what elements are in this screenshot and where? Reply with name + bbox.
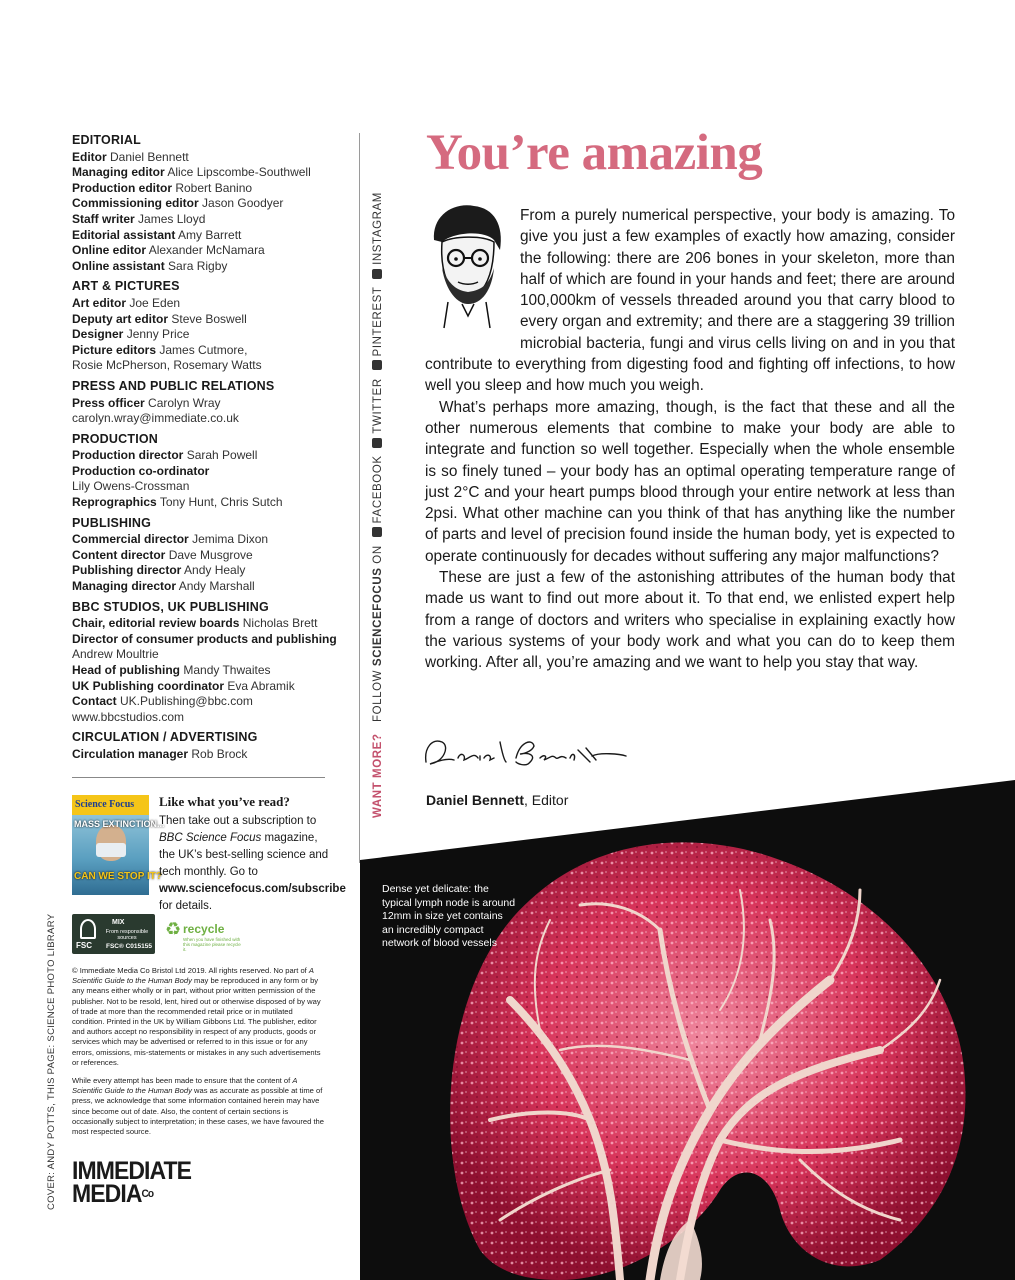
masthead-section [72, 432, 332, 511]
credit-name: Jason Goodyer [202, 196, 284, 211]
credit-role: Publishing director [72, 563, 182, 578]
credit-role: Production co-ordinator [72, 463, 210, 478]
credit-role: Deputy art editor [72, 311, 169, 326]
promo-title: Like what you’ve read? [159, 794, 290, 809]
credit-role: Staff writer [72, 211, 135, 226]
masthead-credit [72, 181, 332, 197]
promo-body-text: magazine, the UK’s best-selling science and tech monthly. Go to [159, 832, 329, 878]
promo-magazine-name: BBC Science Focus [159, 832, 262, 844]
credit-role: Contact [72, 694, 117, 709]
promo-body-text: Then take out a subscription to [159, 815, 317, 827]
social-handle[interactable]: SCIENCEFOCUS [372, 567, 384, 667]
editorial-title: You’re amazing [426, 125, 763, 181]
legal-title: A Scientific Guide to the Human Body [72, 1076, 298, 1096]
publisher-co: Co [141, 1188, 154, 1200]
masthead-section [72, 379, 332, 427]
credit-role: Managing editor [72, 165, 165, 180]
masthead-credit [72, 464, 332, 480]
legal-text: While every attempt has been made to ensure that the content of [72, 1076, 293, 1086]
credit-name: Alexander McNamara [148, 243, 265, 258]
masthead-credit [72, 710, 332, 726]
credit-name: Daniel Bennett [110, 149, 189, 164]
subscription-promo [159, 793, 346, 915]
credit-name: Andrew Moultrie [72, 647, 159, 662]
credit-name: Nicholas Brett [242, 616, 318, 631]
legal-text: was as accurate as possible at time of press, we acknowledge that some information contained herein may have since become out of date. Also, the content of certain sections is occasionally subject to interpretation; in these cases, we have favoured the most respected source. [72, 1086, 325, 1137]
masthead-credit [72, 243, 332, 259]
masthead-heading: BBC STUDIOS, UK PUBLISHING [72, 599, 269, 614]
credit-role: Managing director [72, 579, 177, 594]
twitter-link[interactable]: TWITTER [372, 378, 384, 434]
credit-name: James Lloyd [138, 211, 206, 226]
legal-text: © Immediate Media Co Bristol Ltd 2019. All rights reserved. No part of [72, 966, 309, 975]
credit-name: Jemima Dixon [192, 532, 269, 547]
credit-name: Jenny Price [126, 327, 190, 342]
copyright-paragraph [72, 966, 327, 1068]
fsc-tree-icon [80, 919, 96, 939]
masthead-credit [72, 259, 332, 275]
cover-brand: Science Focus [75, 799, 135, 810]
credit-role: UK Publishing coordinator [72, 678, 224, 693]
credit-role: Commercial director [72, 532, 189, 547]
credit-name: Joe Eden [129, 295, 181, 310]
credit-name: Sarah Powell [186, 448, 258, 463]
credit-role: Online editor [72, 243, 147, 258]
masthead [72, 133, 337, 768]
credit-role: Picture editors [72, 342, 157, 357]
masthead-heading: CIRCULATION / ADVERTISING [72, 730, 258, 745]
masthead-credit [72, 296, 332, 312]
cover-headline-bottom: CAN WE STOP IT? [74, 871, 162, 882]
credit-name: Rosie McPherson, Rosemary Watts [72, 358, 262, 373]
editorial-paragraph-text: From a purely numerical perspective, your body is amazing. To give you just a few examples of exactly how amazing, consider the following: there are 206 bones in your skeleton, more than half of which are found in your hands and feet; there are around 100,000km of vessels threaded around you that carry blood to every organ and extremity; and there are a staggering 39 trillion microbial bacteria, fungi and virus cells living on and in you that contribute to everything from digesting food and fighting off infections, to how well you sleep and how much you weigh. [425, 207, 955, 395]
column-rule [359, 133, 360, 863]
masthead-credit [72, 165, 332, 181]
credit-role: Chair, editorial review boards [72, 616, 240, 631]
credit-contact-link[interactable]: carolyn.wray@immediate.co.uk [72, 411, 239, 426]
masthead-credit [72, 358, 332, 374]
facebook-link[interactable]: FACEBOOK [372, 455, 384, 524]
byline-role: , Editor [524, 792, 569, 808]
masthead-credit [72, 616, 332, 632]
masthead-section [72, 516, 332, 595]
masthead-credit [72, 694, 332, 710]
masthead-credit [72, 548, 332, 564]
credit-role: Head of publishing [72, 663, 180, 677]
masthead-credit [72, 579, 332, 595]
cover-mask [96, 843, 126, 857]
fsc-mix-label: MIX [112, 919, 125, 926]
recycle-icon: ♻ [165, 919, 182, 939]
fsc-mark: FSC [76, 941, 92, 950]
cover-headline-top: MASS EXTINCTION... [74, 819, 165, 829]
promo-subscribe-link[interactable]: www.sciencefocus.com/subscribe [159, 883, 346, 895]
credit-name: Amy Barrett [178, 227, 242, 242]
masthead-credit [72, 647, 332, 663]
masthead-heading: PRODUCTION [72, 431, 159, 446]
masthead-credit [72, 212, 332, 228]
credit-role: Editor [72, 149, 107, 164]
credit-role: Commissioning editor [72, 196, 199, 211]
promo-body [159, 813, 346, 915]
instagram-icon[interactable] [372, 269, 382, 279]
masthead-credit [72, 747, 332, 763]
portrait-wrap-space [425, 205, 520, 333]
credit-name: James Cutmore, [159, 342, 248, 357]
pinterest-link[interactable]: PINTEREST [372, 286, 384, 357]
editorial-paragraph-3: These are just a few of the astonishing attributes of the human body that made us want to find out more about it. To that end, we enlisted expert help from a range of doctors and writers who specialise in explaining exactly how the various systems of your body work and what you can do to keep them working. After all, you’re amazing and we want to help you stay that way. [425, 569, 955, 672]
immediate-media-logo [72, 1157, 192, 1208]
credit-contact-link[interactable]: www.bbcstudios.com [72, 709, 185, 724]
credit-role: Production director [72, 448, 184, 463]
editorial-paragraph-2: What’s perhaps more amazing, though, is the fact that these and all the other numerous elements that combine to make your body are able to integrate and function so well together. Especially when the whole ensemble is so finely tuned – your body has an optimal operating temperature range of just 2°C and your heart pumps blood through your entire network at less than 2psi. What other machine can you think of that has anything like the number of parts and level of precision found inside the human body, yet is expected to operate continuously for decades without suffering any major malfunctions? [425, 398, 955, 565]
credit-name: Carolyn Wray [148, 395, 221, 410]
credit-role: Director of consumer products and publishing [72, 631, 337, 646]
masthead-credit [72, 228, 332, 244]
credit-name: Dave Musgrove [168, 547, 253, 562]
masthead-credit [72, 479, 332, 495]
credit-name: Andy Healy [184, 563, 246, 578]
credit-role: Circulation manager [72, 746, 189, 761]
editorial-paragraph-1 [425, 205, 955, 397]
facebook-icon[interactable] [372, 527, 382, 537]
masthead-heading: PRESS AND PUBLIC RELATIONS [72, 378, 275, 393]
masthead-credit [72, 563, 332, 579]
legal-text: may be reproduced in any form or by any means either wholly or in part, without prior written permission of the publisher. Not to be resold, lent, hired out or otherwise disposed of by way of trade at more than the recommended retail price or in mutilated condition. Printed in the UK by William Gibbons Ltd. The publisher, editor and authors accept no responsibility in respect of any products, goods or services which may be advertised or referred to in this issue or for any errors, omissions, mis-statements or mistakes in any such advertisements or references. [72, 976, 321, 1067]
on-label: ON [372, 545, 384, 564]
masthead-credit [72, 631, 337, 648]
credit-name: Rob Brock [191, 746, 248, 761]
masthead-credit [72, 396, 332, 412]
masthead-section [72, 599, 337, 726]
editor-signature [420, 728, 630, 774]
credit-role: Designer [72, 327, 124, 342]
credit-contact-link[interactable]: UK.Publishing@bbc.com [120, 694, 253, 709]
twitter-icon[interactable] [372, 438, 382, 448]
promo-body-text: for details. [159, 900, 213, 912]
instagram-link[interactable]: INSTAGRAM [372, 192, 384, 265]
masthead-section [72, 730, 332, 762]
credit-name: Mandy Thwaites [183, 663, 271, 677]
credit-role: Online assistant [72, 258, 165, 273]
credit-name: Eva Abramik [227, 678, 295, 693]
legal-notice [72, 966, 327, 1145]
credit-name: Lily Owens-Crossman [72, 479, 190, 494]
follow-label: FOLLOW [372, 669, 384, 723]
masthead-heading: PUBLISHING [72, 515, 152, 530]
credit-name: Tony Hunt, Chris Sutch [159, 495, 283, 510]
editorial-body [425, 205, 955, 674]
credit-role: Content director [72, 547, 166, 562]
recycle-word: recycle [183, 922, 225, 936]
masthead-credit [72, 343, 332, 359]
magazine-cover-thumbnail[interactable] [72, 795, 165, 895]
legal-title: A Scientific Guide to the Human Body [72, 966, 314, 986]
accuracy-paragraph [72, 1076, 327, 1137]
credit-name: Alice Lipscombe-Southwell [167, 165, 311, 180]
lymph-node-photo [360, 780, 1015, 1280]
masthead-credit [72, 679, 332, 695]
want-more-label: WANT MORE? [372, 733, 384, 818]
fsc-sub-label: From responsible sources [105, 929, 149, 941]
publisher-line-1: IMMEDIATE [72, 1157, 192, 1185]
publisher-line-2: MEDIA [72, 1180, 142, 1208]
credit-role: Reprographics [72, 495, 157, 510]
masthead-credit [72, 150, 332, 166]
credit-name: Robert Banino [175, 180, 253, 195]
masthead-credit [72, 532, 332, 548]
credit-name: Andy Marshall [178, 579, 255, 594]
fsc-code: FSC® C015155 [106, 943, 152, 950]
recycle-sub-label: When you have finished with this magazine please recycle it. [183, 937, 241, 952]
masthead-heading: EDITORIAL [72, 133, 141, 147]
masthead-divider [72, 777, 325, 778]
masthead-credit [72, 495, 332, 511]
credit-role: Press officer [72, 395, 145, 410]
photo-caption: Dense yet delicate: the typical lymph node is around 12mm in size yet contains an incredibly compact network of blood vessels [382, 883, 516, 949]
masthead-heading: ART & PICTURES [72, 279, 180, 294]
credit-role: Production editor [72, 180, 172, 195]
masthead-section [72, 279, 332, 374]
credit-name: Sara Rigby [168, 258, 228, 273]
masthead-credit [72, 312, 332, 328]
fsc-logo [72, 914, 155, 954]
masthead-credit [72, 448, 332, 464]
masthead-section [72, 133, 332, 274]
byline-name: Daniel Bennett [426, 792, 525, 808]
masthead-credit [72, 327, 332, 343]
credit-name: Steve Boswell [171, 311, 247, 326]
photo-credit: COVER: ANDY POTTS, THIS PAGE: SCIENCE PHOTO LIBRARY [46, 913, 57, 1210]
masthead-credit [72, 196, 332, 212]
pinterest-icon[interactable] [372, 360, 382, 370]
social-strip [372, 192, 384, 818]
masthead-credit [72, 663, 332, 679]
masthead-credit [72, 411, 332, 427]
credit-role: Art editor [72, 295, 126, 310]
recycle-logo [165, 920, 245, 950]
credit-role: Editorial assistant [72, 227, 176, 242]
